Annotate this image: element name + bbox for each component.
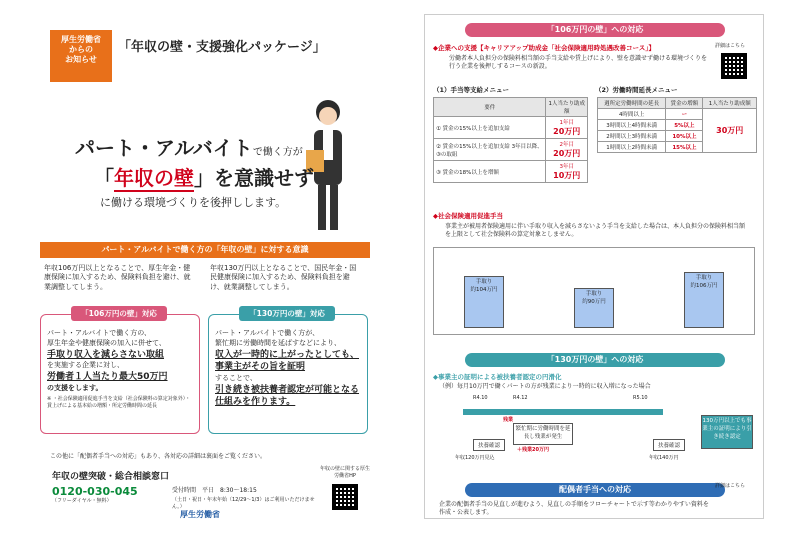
net-income-left: 手取り 約104万円	[464, 276, 504, 328]
income-actual: 年収140万円	[649, 455, 679, 461]
box-130-emph2: 引き続き被扶養者認定が可能となる仕組みを作ります。	[215, 384, 360, 408]
see-back-note: この他に「配偶者手当への対応」もあり、各対応の詳細は裏面をご覧ください。	[50, 453, 267, 460]
contact-title: 年収の壁突破・総合相談窓口	[52, 472, 170, 482]
menu2-title: （2）労働時間延長メニュー	[595, 86, 678, 94]
box-106-emph2: 労働者１人当たり最大50万円	[47, 371, 168, 382]
intro-106: 年収106万円以上となることで、厚生年金・健康保険に加入するため、保険料負担を避け、就業調整してしまう。	[44, 264, 191, 291]
tel-note: （フリーダイヤル・無料）	[52, 498, 112, 504]
check-box-2: 扶養確認	[653, 439, 685, 451]
headline-line-2: 「年収の壁」を意識せず	[94, 166, 314, 190]
timeline-bar	[463, 409, 663, 415]
menu2-ext: 1時間以上2時間未満	[598, 142, 666, 153]
menu1-amount: 10万円	[553, 171, 581, 180]
menu1-req: ② 賃金の15%以上を追加支給 3年目以降、③の取組	[434, 139, 546, 161]
section-106-sub: ◆企業への支援【キャリアアップ助成金「社会保険適用時処遇改善コース」】	[433, 44, 655, 52]
qr-label: 年収の壁に関する厚生労働省HP	[320, 466, 371, 479]
section-130-desc: （例）毎月10万円で働くパートの方が残業により一時的に収入増になった場合	[439, 383, 651, 390]
menu2-ext: 2時間以上3時間未満	[598, 131, 666, 142]
menu2-wage: 10%以上	[666, 131, 703, 142]
menu2-wage: 5%以上	[666, 120, 703, 131]
menu2-ext: 3時間以上4時間未満	[598, 120, 666, 131]
contact-block	[52, 469, 352, 510]
col-amount: 1人当たり助成額	[703, 98, 757, 109]
col-amount: 1人当たり助成額	[546, 98, 588, 117]
section-spouse-title: 配偶者手当への対応	[465, 483, 725, 497]
box-130-emph1: 収入が一時的に上がったとしても、事業主がその旨を証明	[215, 349, 360, 373]
qr-code-icon[interactable]	[721, 53, 747, 79]
package-title: 「年収の壁・支援強化パッケージ」	[118, 40, 326, 55]
menu1-amount: 20万円	[553, 149, 581, 158]
qr-code-icon[interactable]	[332, 484, 358, 510]
box-130-line3: することで、	[215, 373, 257, 382]
detail-link-1[interactable]: 詳細はこちら	[715, 43, 746, 49]
allowance-desc: 事業主が被用者保険適用に伴い手取り収入を減らさないよう手当を支給した場合は、本人負担分の保険料相当額を上限として社会保険料の算定対象としません。	[445, 223, 746, 239]
menu2-wage: 15%以上	[666, 142, 703, 153]
phone-number[interactable]: 0120-030-045	[52, 485, 138, 498]
net-income-mid: 手取り 約90万円	[574, 288, 614, 328]
box-130-line1: パート・アルバイトで働く方が、	[215, 329, 320, 337]
section-130-sub: ◆事業主の証明による被扶養者認定の円滑化	[433, 373, 562, 381]
headline-line-3: に働ける環境づくりを後押しします。	[100, 196, 287, 209]
overtime-amount: ＋残業20万円	[517, 447, 549, 453]
menu1-year: 2年目	[559, 142, 574, 148]
hours-note: （土日・祝日・年末年始（12/29～1/3）はご利用いただけません。）	[172, 497, 315, 510]
menu2-ext: 4時間以上	[598, 109, 666, 120]
section-106-title: 「106万円の壁」への対応	[465, 23, 725, 37]
mhlw-logo: 厚生労働省	[180, 510, 220, 519]
income-estimate: 年収120万円見込	[455, 455, 495, 461]
allowance-diagram	[433, 247, 755, 335]
menu2-table	[597, 97, 757, 153]
section-spouse-desc: 企業の配偶者手当の見直しが進むよう、見直しの手順をフローチャートで示す等わかりやすい資料を作成・公表します。	[439, 501, 709, 517]
date-overtime: R4.12	[513, 395, 528, 401]
check-box-1: 扶養確認	[473, 439, 505, 451]
menu1-year: 3年目	[559, 164, 574, 170]
date-start: R4.10	[473, 395, 488, 401]
detail-link-3[interactable]: 詳細はこちら	[715, 483, 746, 489]
box-106-line3: を実施する企業に対し、	[47, 361, 124, 370]
box-106-line2: 厚生年金や健康保険の加入に併せて、	[47, 338, 166, 347]
box-130	[208, 309, 368, 434]
menu1-title: （1）手当等支給メニュー	[433, 86, 510, 94]
net-income-right: 手取り 約106万円	[684, 272, 724, 328]
box-106-tab: 「106万円の壁」対応	[71, 306, 167, 321]
intro-130: 年収130万円以上となることで、国民年金・国民健康保険に加入するため、保険料負担を避け、就業調整してしまう。	[210, 264, 357, 291]
col-ext: 週所定労働時間の延長	[598, 98, 666, 109]
date-end: R5.10	[633, 395, 648, 401]
section-106-desc: 労働者本人負担分の保険料相当額の手当支給や賃上げにより、壁を意識せず働ける環境づくりを行う企業を後押しするコースの新設。	[449, 55, 708, 71]
menu1-req: ① 賃金の15%以上を追加支給	[434, 117, 546, 139]
box-106	[40, 309, 200, 434]
box-106-emph1: 手取り収入を減らさない取組	[47, 349, 165, 360]
box-106-notes: ※ ・社会保険適用促進手当を支給（社会保険料の算定対象外）・賃上げによる基本給の増額・所定労働時間の延長	[47, 396, 191, 409]
col-req: 要件	[434, 98, 546, 117]
mhlw-notice-badge: 厚生労働省 からの お知らせ	[50, 30, 112, 82]
menu1-amount: 20万円	[553, 127, 581, 136]
menu2-amount: 30万円	[703, 109, 757, 153]
menu1-table	[433, 97, 588, 183]
menu2-wage: ー	[666, 109, 703, 120]
box-106-line1: パート・アルバイトで働く方の、	[47, 329, 151, 337]
front-page	[30, 14, 380, 519]
box-106-line4: の支援をします。	[47, 383, 103, 392]
col-wage: 賃金の増額	[666, 98, 703, 109]
headline-line-1: パート・アルバイトで働く方が	[75, 136, 303, 160]
busy-note: 繁忙期に労働時間を延長し残業が発生	[513, 423, 573, 445]
menu1-year: 1年目	[559, 120, 574, 126]
section-130-title: 「130万円の壁」への対応	[465, 353, 725, 367]
hours: 受付時間 平日 8:30～18:15	[172, 487, 257, 494]
timeline	[433, 395, 755, 465]
overtime-label: 残業	[503, 417, 514, 423]
back-page	[424, 14, 764, 519]
continued-recognition: 130万円以上でも事業主の証明により引き続き認定	[701, 415, 753, 449]
allowance-title: ◆社会保険適用促進手当	[433, 212, 503, 220]
menu1-req: ③ 賃金の18%以上を増額	[434, 161, 546, 183]
awareness-bar: パート・アルバイトで働く方の「年収の壁」に対する意識	[40, 242, 370, 258]
box-130-line2: 繁忙期に労働時間を延ばすなどにより、	[215, 338, 341, 347]
box-130-tab: 「130万円の壁」対応	[239, 306, 335, 321]
